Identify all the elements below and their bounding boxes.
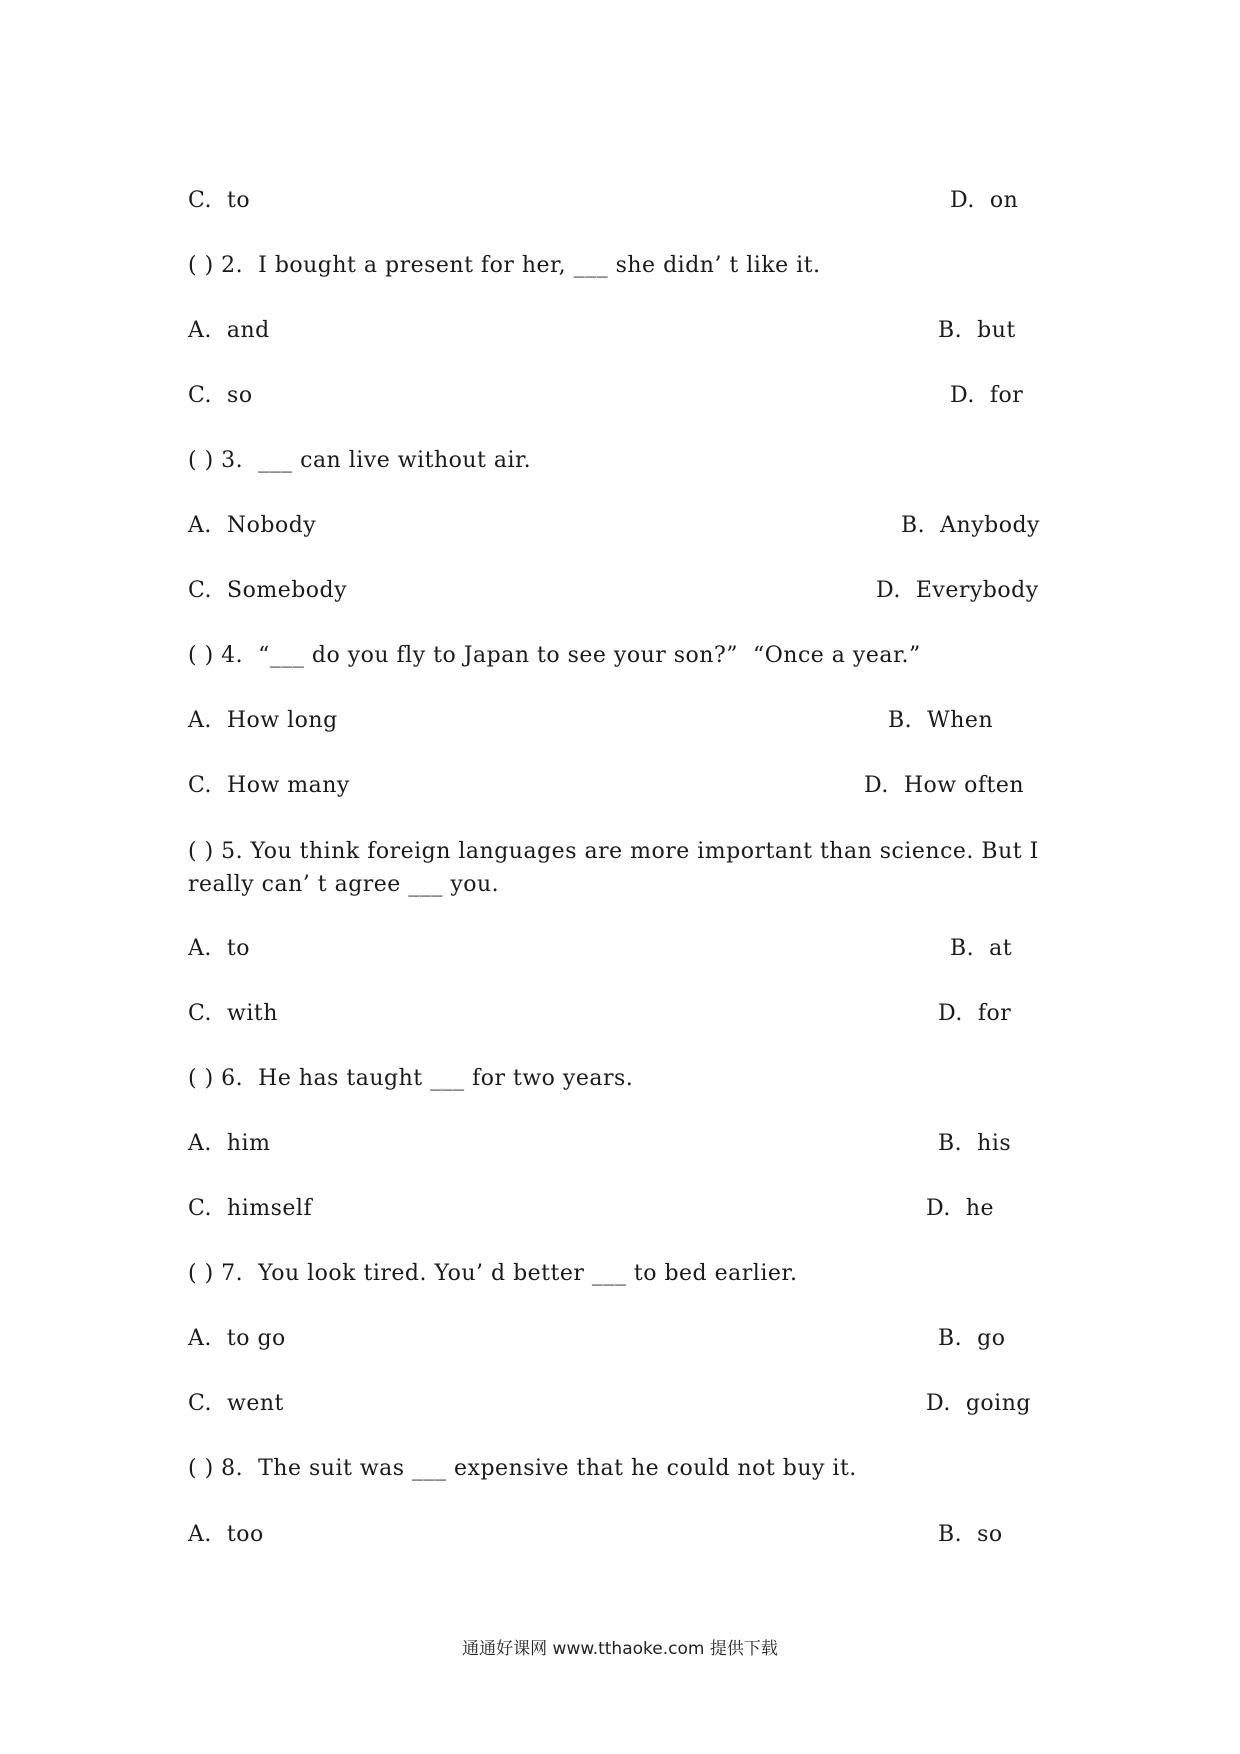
q7-stem: ( ) 7. You look tired. You’ d better ___ to bed earlier. xyxy=(188,1261,798,1286)
q3-option-c: C. Somebody xyxy=(188,578,348,603)
q5-option-a: A. to xyxy=(188,936,250,961)
q8-stem: ( ) 8. The suit was ___ expensive that he could not buy it. xyxy=(188,1456,857,1481)
q5-option-b: B. at xyxy=(950,936,1013,961)
q5-stem: ( ) 5. You think foreign languages are more important than science. But I really can’ t agree ___ you. xyxy=(188,839,1039,897)
q1-option-d: D. on xyxy=(950,188,1019,213)
q7-option-c: C. went xyxy=(188,1391,284,1416)
q7-option-d: D. going xyxy=(926,1391,1031,1416)
q3-option-b: B. Anybody xyxy=(901,513,1040,538)
q8-option-a: A. too xyxy=(188,1522,264,1547)
q8-option-b: B. so xyxy=(938,1522,1003,1547)
q2-option-c: C. so xyxy=(188,383,253,408)
q7-option-a: A. to go xyxy=(188,1326,286,1351)
q4-option-b: B. When xyxy=(888,708,994,733)
q2-option-b: B. but xyxy=(938,318,1016,343)
q4-stem: ( ) 4. “___ do you fly to Japan to see your son?” “Once a year.” xyxy=(188,643,921,668)
q6-option-a: A. him xyxy=(188,1131,271,1156)
q2-stem: ( ) 2. I bought a present for her, ___ she didn’ t like it. xyxy=(188,253,821,278)
q5-option-c: C. with xyxy=(188,1001,278,1026)
q6-option-d: D. he xyxy=(926,1196,995,1221)
q3-option-d: D. Everybody xyxy=(876,578,1039,603)
q6-stem: ( ) 6. He has taught ___ for two years. xyxy=(188,1066,634,1091)
q2-option-d: D. for xyxy=(950,383,1024,408)
q4-option-c: C. How many xyxy=(188,773,350,798)
q6-option-c: C. himself xyxy=(188,1196,313,1221)
q4-option-a: A. How long xyxy=(188,708,338,733)
page-footer: 通通好课网 www.tthaoke.com 提供下载 xyxy=(462,1639,778,1659)
q6-option-b: B. his xyxy=(938,1131,1012,1156)
q3-stem: ( ) 3. ___ can live without air. xyxy=(188,448,532,473)
q3-option-a: A. Nobody xyxy=(188,513,317,538)
q7-option-b: B. go xyxy=(938,1326,1006,1351)
q5-option-d: D. for xyxy=(938,1001,1012,1026)
q4-option-d: D. How often xyxy=(864,773,1025,798)
q2-option-a: A. and xyxy=(188,318,270,343)
q1-option-c: C. to xyxy=(188,188,251,213)
